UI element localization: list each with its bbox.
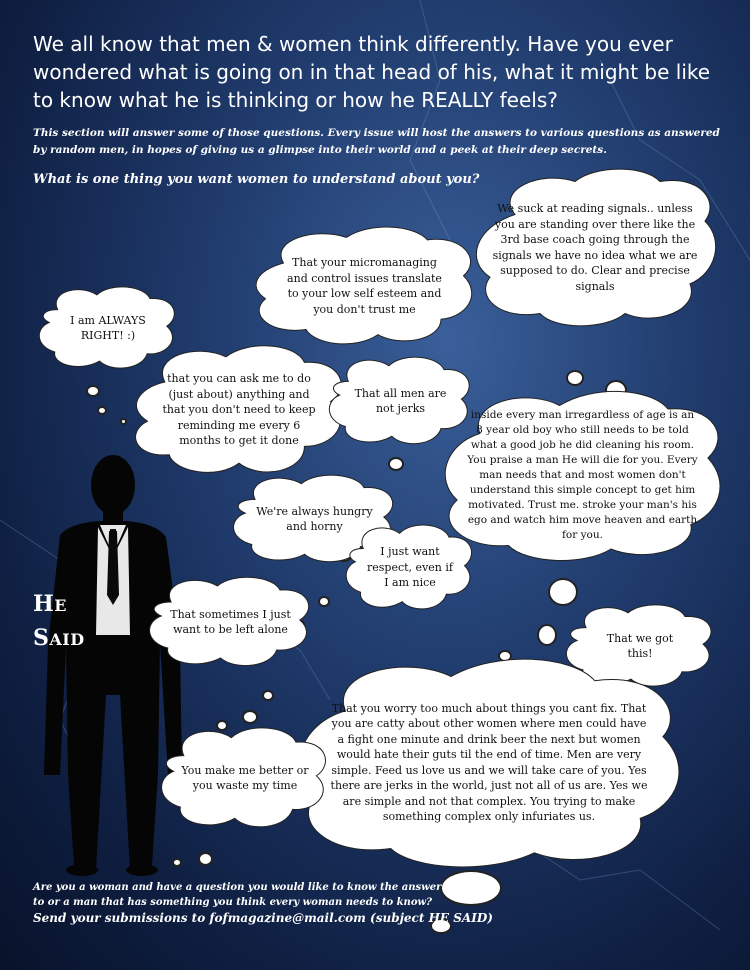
answer-cloud-worry bbox=[300, 655, 678, 870]
headline: We all know that men & women think differently. Have you ever wondered what is going on in that head of his, what it might be like to know what he is thinking or how he REALLY feels? bbox=[33, 32, 711, 112]
question-heading: What is one thing you want women to understand about you? bbox=[33, 172, 480, 187]
thought-dot bbox=[318, 596, 330, 607]
intro-paragraph: This section will answer some of those questions. Every issue will host the answers to various questions as answered by random men, in hopes of giving us a glimpse into their world and a peek at their deep secrets. bbox=[33, 127, 720, 156]
answer-cloud-reminding bbox=[130, 340, 348, 480]
answer-text: inside every man irregardless of age is an 8 year old boy who still needs to be told what a good job he did cleaning his room. You praise a man He will die for you. Every man needs that and most women don't understand this simple concept to get him motivated. Trust me. stroke your man's his ego and watch him move heaven and earth for you. bbox=[467, 409, 698, 541]
answer-text: That you worry too much about things you cant fix. That you are catty about other women where men could have a fight one minute and drink beer the next but women would hate their guts til the end of time. Men are very simple. Feed us love us and we will take care of you. Yes there are jerks in the world, just not all of us are. Yes we are simple and not that complex. You trying to make something complex only infuriates us. bbox=[330, 701, 648, 823]
answer-text: You make me better or you waste my time bbox=[181, 763, 309, 792]
thought-dot bbox=[198, 852, 213, 866]
answer-text: I am ALWAYS RIGHT! :) bbox=[70, 313, 146, 342]
he-said-section-label: HE SAID bbox=[33, 591, 85, 651]
answer-cloud-micromanaging bbox=[252, 222, 477, 350]
answer-text: I just want respect, even if I am nice bbox=[367, 545, 453, 590]
answer-text: that you can ask me to do (just about) anything and that you don't need to keep reminding me every 6 months to get it done bbox=[162, 372, 316, 448]
answer-text: That sometimes I just want to be left alone bbox=[170, 607, 291, 636]
answer-cloud-better bbox=[160, 722, 330, 834]
answer-text: That we got this! bbox=[606, 631, 674, 660]
answer-text: That your micromanaging and control issues translate to your low self esteem and you don't trust me bbox=[287, 256, 442, 316]
thought-dot bbox=[537, 624, 557, 646]
thought-dot bbox=[97, 406, 107, 415]
answer-text: That all men are not jerks bbox=[354, 386, 447, 415]
answer-cloud-signals bbox=[470, 165, 720, 330]
thought-dot bbox=[262, 690, 274, 701]
thought-dot bbox=[86, 385, 100, 397]
answer-cloud-respect bbox=[345, 520, 475, 615]
answer-cloud-alone bbox=[148, 572, 313, 672]
answer-text: We suck at reading signals.. unless you are standing over there like the 3rd base coach going through the signals we have no idea what we are supposed to do. Clear and precise signals bbox=[492, 202, 698, 293]
answer-text: We're always hungry and horny bbox=[256, 504, 373, 533]
footer-submission-line: Send your submissions to fofmagazine@mail.com (subject HE SAID) bbox=[33, 911, 493, 925]
footer-question: Are you a woman and have a question you would like to know the answer to or a man that has something you think every woman needs to know? bbox=[33, 882, 442, 908]
thought-dot bbox=[172, 858, 182, 867]
thought-dot bbox=[566, 370, 584, 386]
thought-dot bbox=[388, 457, 404, 471]
thought-dot bbox=[120, 418, 127, 425]
answer-cloud-boy bbox=[440, 388, 725, 563]
